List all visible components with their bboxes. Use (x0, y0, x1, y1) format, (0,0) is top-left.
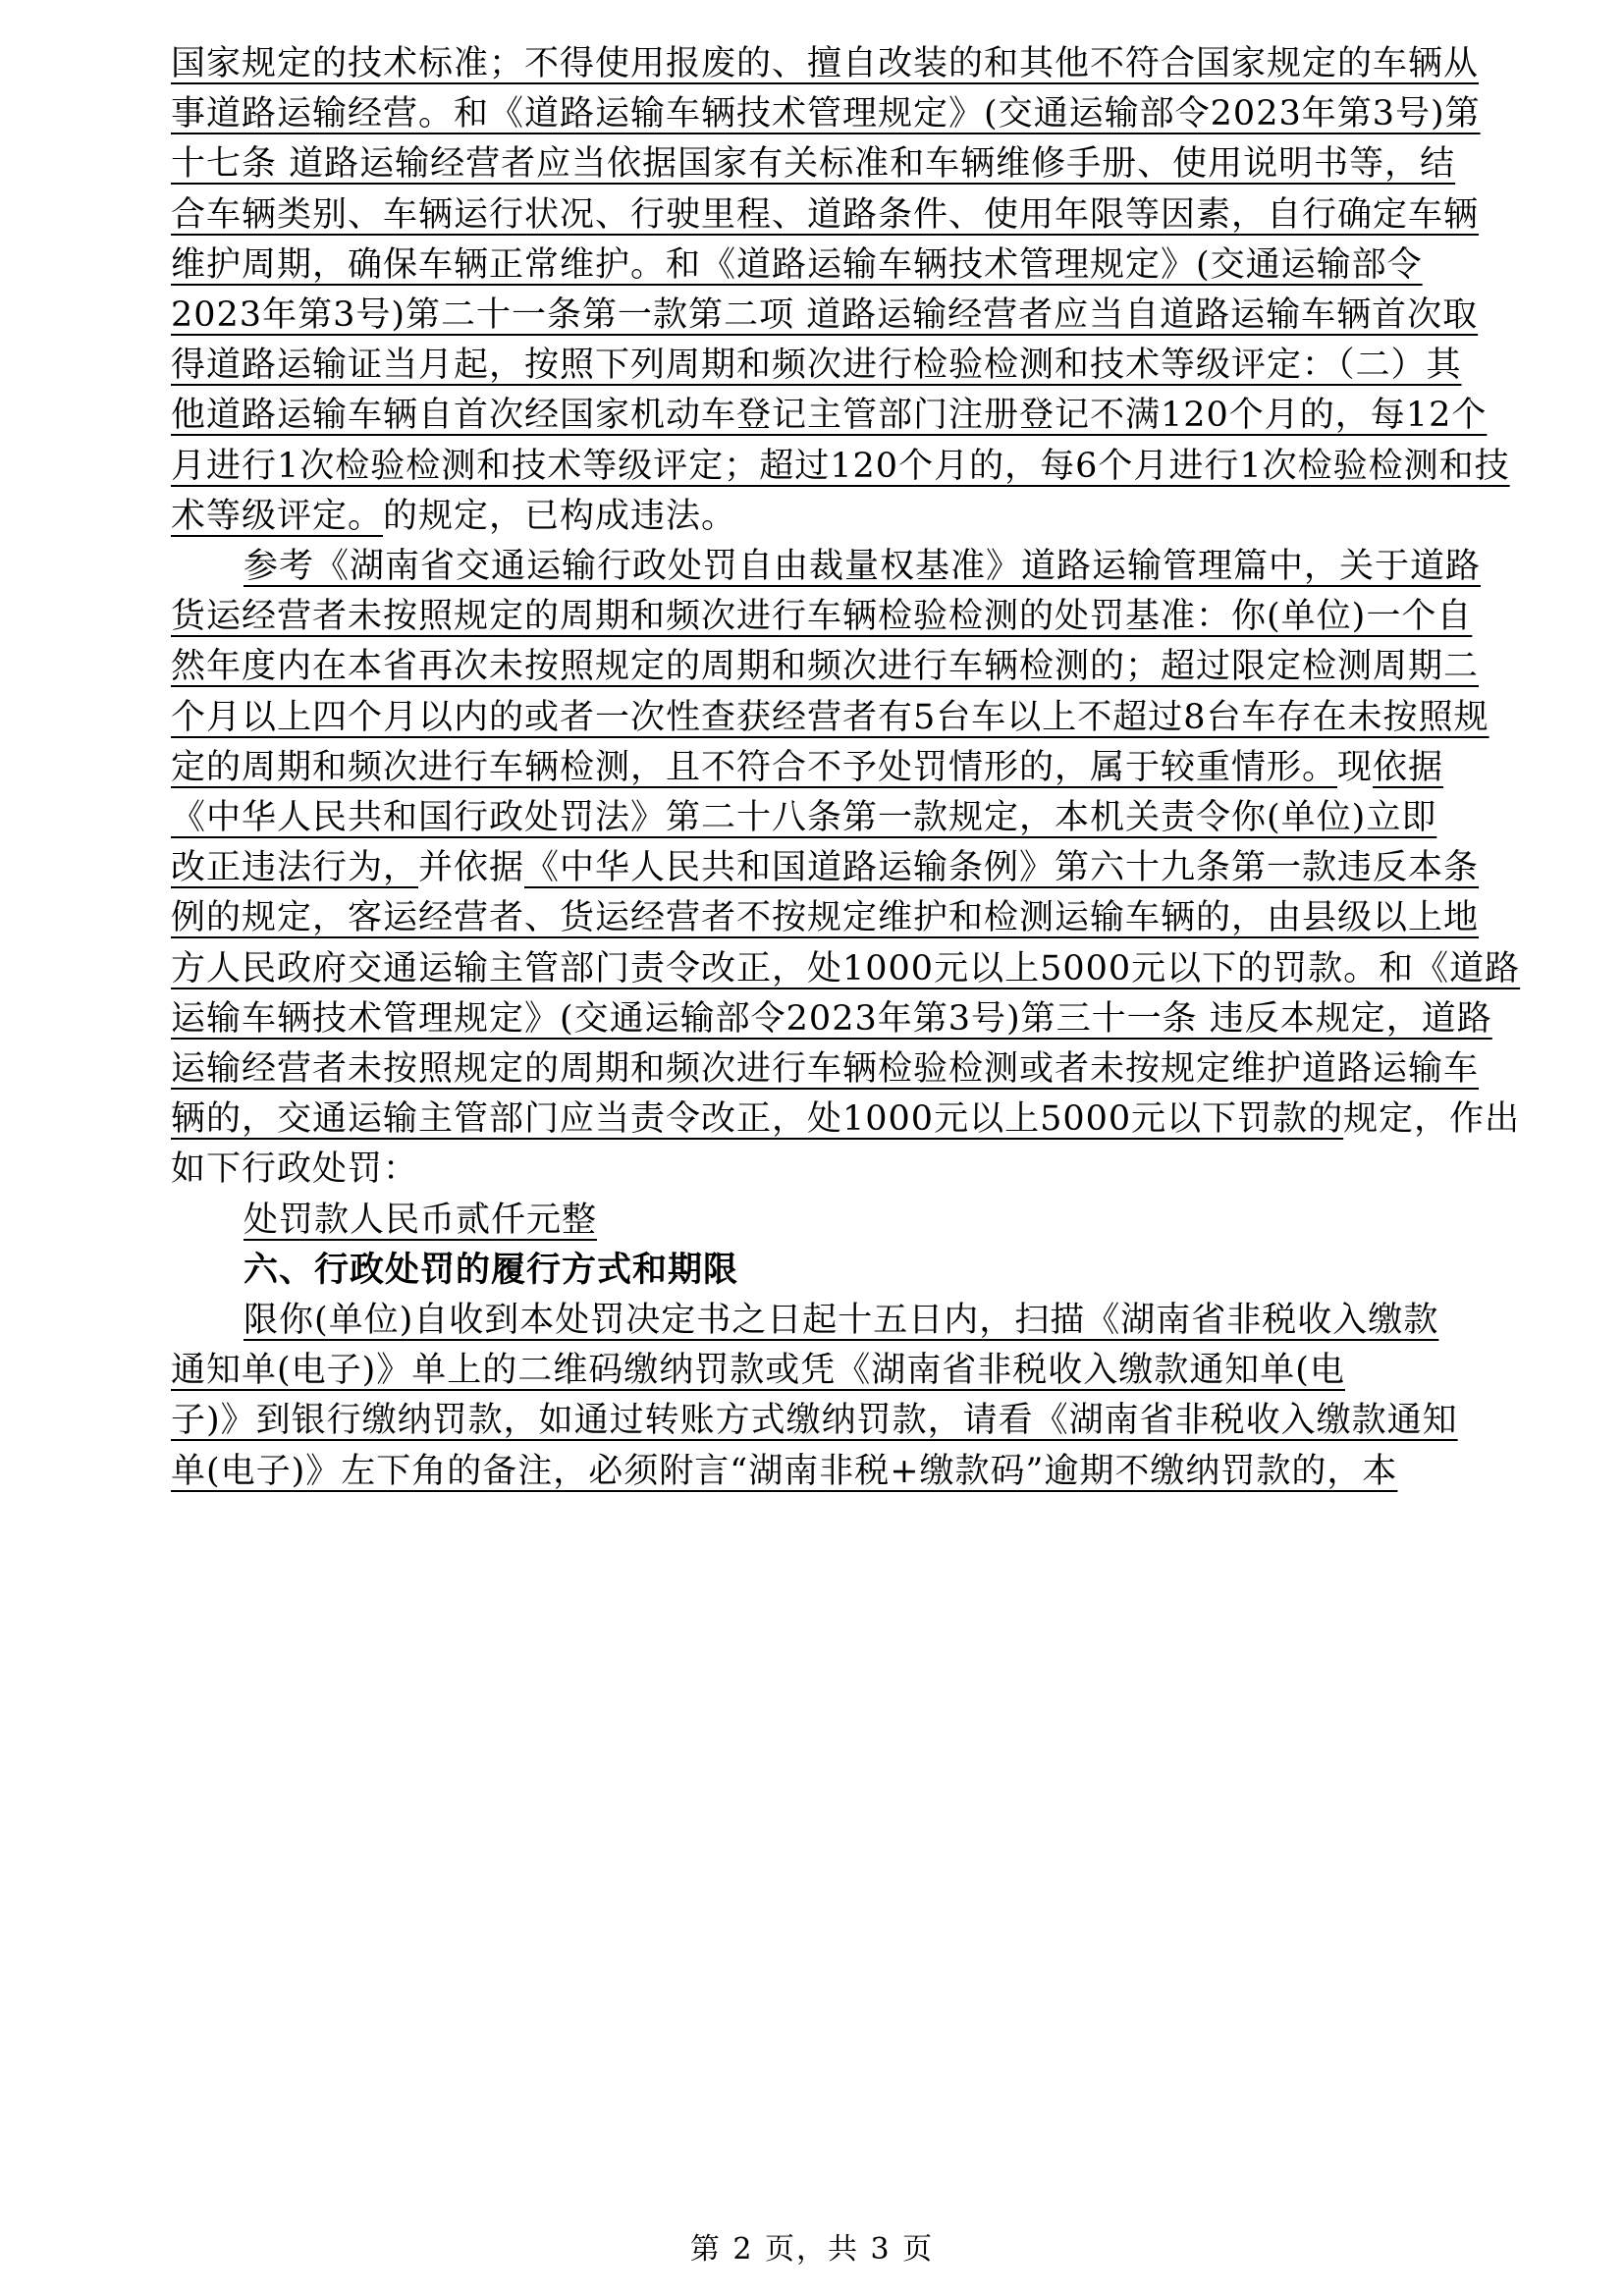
text-line (171, 994, 1545, 1043)
text-line (171, 843, 1545, 892)
plain-text: 并依据 (418, 848, 525, 888)
page-footer: 第 2 页，共 3 页 (689, 2232, 935, 2267)
text-line (171, 341, 1545, 390)
text-line (171, 89, 1545, 138)
text-line (171, 893, 1545, 942)
text-line (171, 291, 1545, 340)
underlined-text: 子)》到银行缴纳罚款，如通过转账方式缴纳罚款，请看《湖南省非税收入缴款通知 (171, 1401, 1458, 1441)
text-line (171, 743, 1545, 792)
underlined-text: 例的规定，客运经营者、货运经营者不按规定维护和检测运输车辆的，由县级以上地 (171, 898, 1480, 938)
section-heading (244, 1246, 1618, 1295)
underlined-text: 《中华人民共和国道路运输条例》第六十九条第一款违反本条 (524, 848, 1480, 888)
plain-text: 如下行政处罚： (171, 1149, 419, 1190)
text-line (171, 139, 1545, 188)
underlined-text: 方人民政府交通运输主管部门责令改正，处1000元以上5000元以下的罚款。和《道路 (171, 948, 1521, 988)
text-line (171, 442, 1545, 491)
underlined-text: 运输经营者未按照规定的周期和频次进行车辆检验检测或者未按规定维护道路运输车 (171, 1049, 1480, 1089)
underlined-text: 定的周期和频次进行车辆检测，且不符合不予处罚情形的，属于较重情形。 (171, 747, 1338, 787)
text-line (171, 592, 1545, 641)
text-line (171, 944, 1545, 993)
text-line (171, 693, 1545, 742)
text-line (171, 1447, 1545, 1496)
underlined-text: 事道路运输经营。和《道路运输车辆技术管理规定》(交通运输部令2023年第3号)第 (171, 94, 1481, 134)
underlined-text: 辆的，交通运输主管部门应当责令改正，处1000元以上5000元以下罚款的 (171, 1099, 1344, 1140)
underlined-text: 改正违法行为， (171, 848, 419, 888)
underlined-text: 运输车辆技术管理规定》(交通运输部令2023年第3号)第三十一条 违反本规定，道路 (171, 998, 1492, 1039)
underlined-text: 单(电子)》左下角的备注，必须附言“湖南非税+缴款码”逾期不缴纳罚款的，本 (171, 1451, 1398, 1491)
underlined-text: 然年度内在本省再次未按照规定的周期和频次进行车辆检测的；超过限定检测周期二 (171, 647, 1480, 687)
underlined-text: 他道路运输车辆自首次经国家机动车登记主管部门注册登记不满120个月的，每12个 (171, 396, 1488, 436)
plain-text: 现 (1337, 747, 1374, 787)
underlined-text: 《中华人民共和国行政处罚法》第二十八条第一款规定，本机关责令你(单位)立即 (171, 798, 1437, 837)
underlined-text: 2023年第3号)第二十一条第一款第二项 道路运输经营者应当自道路运输车辆首次取 (171, 295, 1479, 335)
underlined-text: 依据 (1373, 747, 1444, 787)
text-line (171, 1396, 1545, 1445)
text-line (171, 39, 1545, 88)
text-line (244, 1196, 1618, 1245)
plain-text: 六、行政处罚的履行方式和期限 (244, 1249, 739, 1290)
text-line (244, 1296, 1618, 1345)
underlined-text: 限你(单位)自收到本处罚决定书之日起十五日内，扫描《湖南省非税收入缴款 (244, 1301, 1439, 1340)
underlined-text: 通知单(电子)》单上的二维码缴纳罚款或凭《湖南省非税收入缴款通知单(电 (171, 1351, 1345, 1391)
text-line (171, 1145, 1545, 1194)
underlined-text: 参考《湖南省交通运输行政处罚自由裁量权基准》道路运输管理篇中，关于道路 (244, 547, 1482, 586)
text-line (171, 1095, 1545, 1144)
text-line (171, 642, 1545, 691)
text-line (171, 1346, 1545, 1395)
underlined-text: 个月以上四个月以内的或者一次性查获经营者有5台车以上不超过8台车存在未按照规 (171, 697, 1489, 737)
underlined-text: 维护周期，确保车辆正常维护。和《道路运输车辆技术管理规定》(交通运输部令 (171, 244, 1423, 285)
underlined-text: 月进行1次检验检测和技术等级评定；超过120个月的，每6个月进行1次检验检测和技 (171, 446, 1510, 486)
underlined-text: 货运经营者未按照规定的周期和频次进行车辆检验检测的处罚基准：你(单位)一个自 (171, 597, 1473, 637)
text-line (171, 492, 1545, 541)
underlined-text: 处罚款人民币贰仟元整 (244, 1200, 598, 1240)
underlined-text: 得道路运输证当月起，按照下列周期和频次进行检验检测和技术等级评定：（二）其 (171, 346, 1462, 386)
plain-text: 的规定，已构成违法。 (383, 496, 737, 536)
underlined-text: 国家规定的技术标准；不得使用报废的、擅自改装的和其他不符合国家规定的车辆从 (171, 44, 1480, 83)
text-line (244, 542, 1618, 591)
underlined-text: 合车辆类别、车辆运行状况、行驶里程、道路条件、使用年限等因素，自行确定车辆 (171, 194, 1480, 235)
text-line (171, 190, 1545, 240)
underlined-text: 十七条 道路运输经营者应当依据国家有关标准和车辆维修手册、使用说明书等，结 (171, 144, 1456, 185)
text-line (171, 1044, 1545, 1094)
text-line (171, 240, 1545, 290)
underlined-text: 术等级评定。 (171, 496, 384, 536)
plain-text: 规定，作出 (1343, 1099, 1521, 1140)
text-line (171, 793, 1545, 842)
text-line (171, 391, 1545, 440)
